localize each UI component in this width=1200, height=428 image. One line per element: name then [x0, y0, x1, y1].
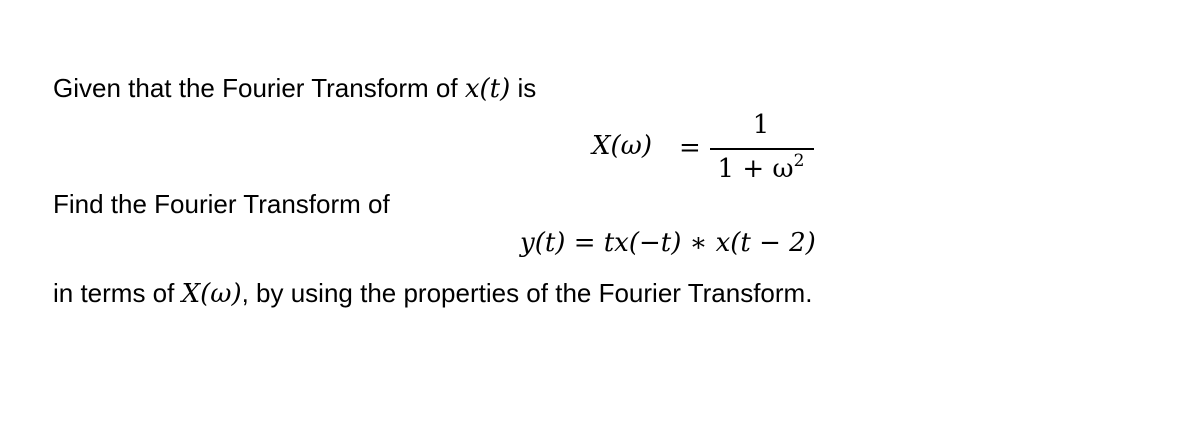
problem-line-find: Find the Fourier Transform of	[53, 189, 390, 219]
problem-line-terms	[53, 277, 812, 310]
fraction-bar	[710, 148, 814, 150]
transform-x-omega: X(ω)	[181, 279, 242, 309]
problem-line-given	[53, 72, 536, 105]
given-text: Given that the Fourier Transform of	[53, 73, 465, 103]
terms-text: in terms of	[53, 278, 182, 308]
denominator-exponent: 2	[793, 151, 805, 171]
fraction-numerator: 1	[752, 110, 770, 140]
transform-lhs: X(ω)	[592, 131, 652, 161]
given-text-end: is	[510, 73, 537, 103]
fraction-denominator	[705, 151, 817, 184]
denominator-base: 1 + ω	[717, 154, 794, 184]
equals-sign: =	[679, 133, 701, 163]
terms-text-end: , by using the properties of the Fourier Transform.	[241, 278, 813, 308]
signal-x-of-t: x(t)	[464, 74, 511, 104]
target-equation: y(t) = tx(−t) ∗ x(t − 2)	[520, 228, 816, 258]
